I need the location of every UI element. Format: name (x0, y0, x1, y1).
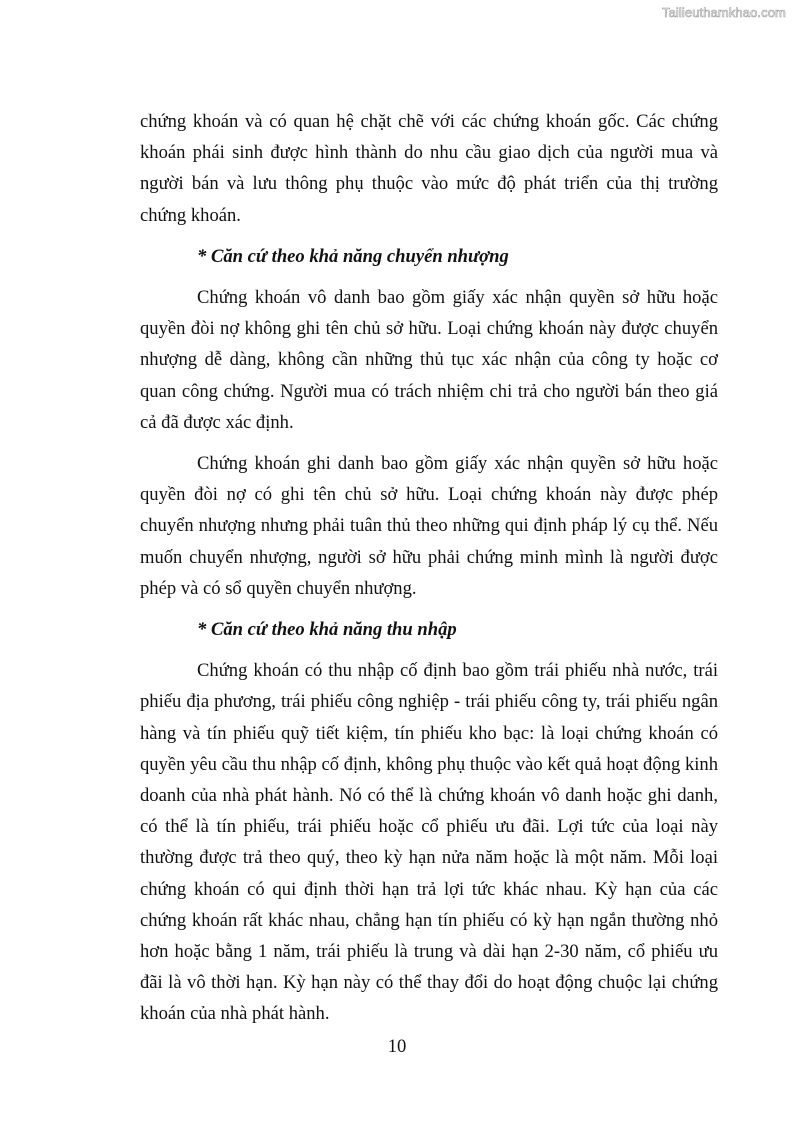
paragraph-registered-securities: Chứng khoán ghi danh bao gồm giấy xác nhận quyền sở hữu hoặc quyền đòi nợ có ghi tên chủ sở hữu. Loại chứng khoán này được phép chuyển nhượng nhưng phải tuân thủ theo những qui định pháp lý cụ thể. Nếu muốn chuyển nhượng, người sở hữu phải chứng minh mình là người được phép và có sổ quyền chuyển nhượng. (140, 453, 718, 599)
heading-income: * Căn cứ theo khả năng thu nhập (197, 619, 457, 641)
paragraph-bearer-securities: Chứng khoán vô danh bao gồm giấy xác nhận quyền sở hữu hoặc quyền đòi nợ không ghi tên chủ sở hữu. Loại chứng khoán này được chuyển nhượng dễ dàng, không cần những thủ tục xác nhận của công ty hoặc cơ quan công chứng. Người mua có trách nhiệm chi trả cho người bán theo giá cả đã được xác định. (140, 287, 718, 433)
heading-transferability: * Căn cứ theo khả năng chuyển nhượng (197, 245, 509, 267)
paragraph-fixed-income-securities: Chứng khoán có thu nhập cố định bao gồm trái phiếu nhà nước, trái phiếu địa phương, trái phiếu công nghiệp - trái phiếu công ty, trái phiếu ngân hàng và tín phiếu quỹ tiết kiệm, tín phiếu kho bạc: là loại chứng khoán có quyền yêu cầu thu nhập cố định, không phụ thuộc vào kết quả hoạt động kinh doanh của nhà phát hành. Nó có thể là chứng khoán vô danh hoặc ghi danh, có thể là tín phiếu, trái phiếu hoặc cổ phiếu ưu đãi. Lợi tức của loại này thường được trả theo quý, theo kỳ hạn nửa năm hoặc là một năm. Mỗi loại chứng khoán có qui định thời hạn trả lợi tức khác nhau. Kỳ hạn của các chứng khoán rất khác nhau, chẳng hạn tín phiếu có kỳ hạn ngắn thường nhỏ hơn hoặc bằng 1 năm, trái phiếu là trung và dài hạn 2-30 năm, cổ phiếu ưu đãi là vô thời hạn. Kỳ hạn này có thể thay đổi do hoạt động chuộc lại chứng khoán của nhà phát hành. (140, 660, 718, 1025)
page-body (140, 106, 718, 1040)
paragraph-derivatives: chứng khoán và có quan hệ chặt chẽ với các chứng khoán gốc. Các chứng khoán phái sinh được hình thành do nhu cầu giao dịch của người mua và người bán và lưu thông phụ thuộc vào mức độ phát triển của thị trường chứng khoán. (140, 111, 718, 226)
watermark: Tailieuthamkhao.com (661, 5, 786, 20)
page-number: 10 (387, 1036, 407, 1057)
